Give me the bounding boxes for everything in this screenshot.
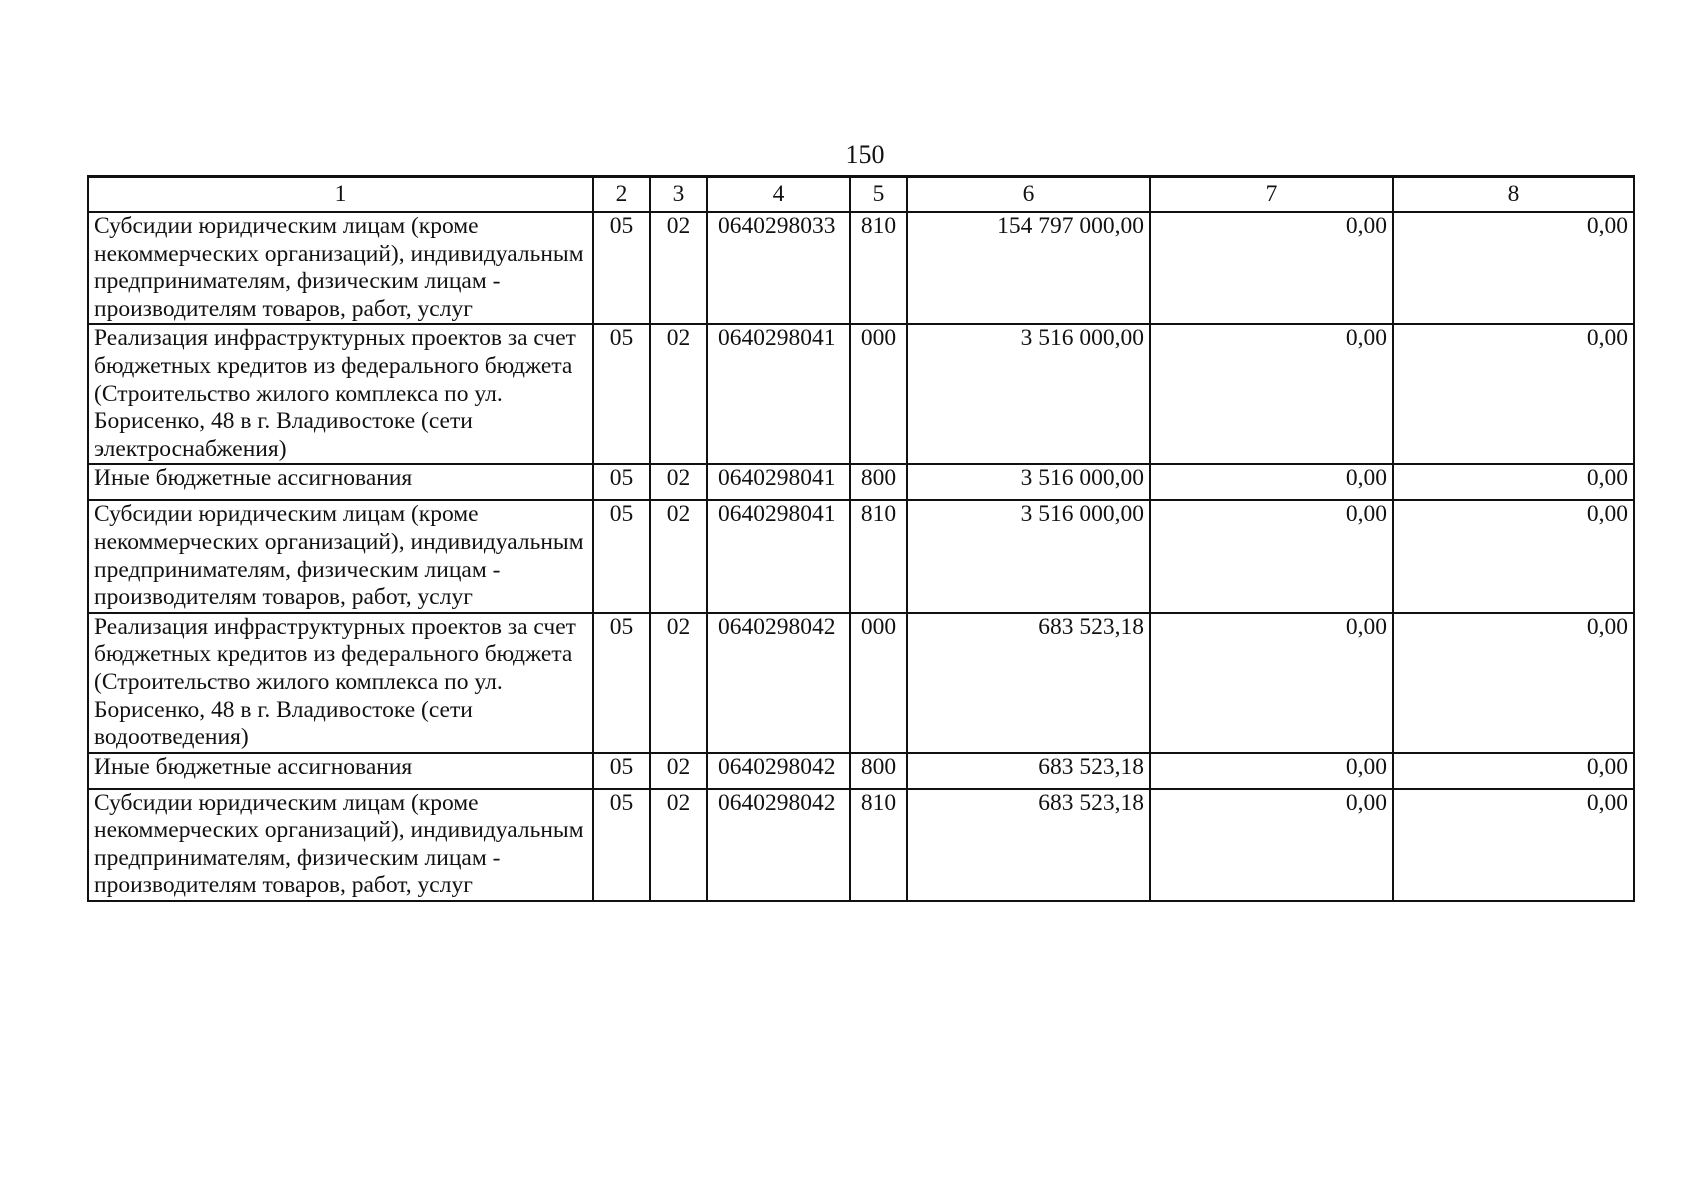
row-name: Иные бюджетные ассигнования — [88, 464, 593, 500]
row-section: 05 — [593, 464, 650, 500]
row-amount-6: 683 523,18 — [907, 613, 1150, 753]
row-target-article: 0640298041 — [707, 324, 850, 464]
row-target-article: 0640298041 — [707, 500, 850, 612]
row-name: Реализация инфраструктурных проектов за счет бюджетных кредитов из федерального бюджета (Строительство жилого комплекса по ул. Борисенко, 48 в г. Владивостоке (сети электроснабжения) — [88, 324, 593, 464]
header-col-6: 6 — [907, 177, 1150, 213]
row-target-article: 0640298042 — [707, 613, 850, 753]
row-subsection: 02 — [650, 753, 707, 789]
row-expense-type: 000 — [850, 613, 907, 753]
row-amount-7: 0,00 — [1150, 789, 1393, 901]
table-row — [88, 212, 1634, 324]
header-col-8: 8 — [1393, 177, 1634, 213]
row-amount-8: 0,00 — [1393, 500, 1634, 612]
row-amount-8: 0,00 — [1393, 464, 1634, 500]
row-subsection: 02 — [650, 789, 707, 901]
row-amount-7: 0,00 — [1150, 464, 1393, 500]
row-amount-8: 0,00 — [1393, 212, 1634, 324]
table-row — [88, 464, 1634, 500]
row-expense-type: 000 — [850, 324, 907, 464]
header-row — [88, 177, 1634, 213]
header-col-2: 2 — [593, 177, 650, 213]
row-name: Субсидии юридическим лицам (кроме некоммерческих организаций), индивидуальным предпринимателям, физическим лицам - производителям товаров, работ, услуг — [88, 789, 593, 901]
table-row — [88, 613, 1634, 753]
row-subsection: 02 — [650, 212, 707, 324]
row-subsection: 02 — [650, 464, 707, 500]
row-expense-type: 810 — [850, 789, 907, 901]
row-amount-7: 0,00 — [1150, 324, 1393, 464]
row-amount-8: 0,00 — [1393, 324, 1634, 464]
header-col-7: 7 — [1150, 177, 1393, 213]
row-amount-8: 0,00 — [1393, 753, 1634, 789]
row-amount-8: 0,00 — [1393, 613, 1634, 753]
table-row — [88, 789, 1634, 901]
row-target-article: 0640298041 — [707, 464, 850, 500]
row-amount-6: 3 516 000,00 — [907, 324, 1150, 464]
row-section: 05 — [593, 324, 650, 464]
row-amount-7: 0,00 — [1150, 613, 1393, 753]
row-subsection: 02 — [650, 613, 707, 753]
budget-table — [87, 175, 1635, 902]
row-expense-type: 810 — [850, 212, 907, 324]
row-amount-6: 3 516 000,00 — [907, 500, 1150, 612]
table-row — [88, 753, 1634, 789]
row-name: Иные бюджетные ассигнования — [88, 753, 593, 789]
row-expense-type: 800 — [850, 464, 907, 500]
header-col-1: 1 — [88, 177, 593, 213]
header-col-5: 5 — [850, 177, 907, 213]
row-name: Субсидии юридическим лицам (кроме некоммерческих организаций), индивидуальным предпринимателям, физическим лицам - производителям товаров, работ, услуг — [88, 500, 593, 612]
row-target-article: 0640298042 — [707, 753, 850, 789]
row-amount-8: 0,00 — [1393, 789, 1634, 901]
row-expense-type: 800 — [850, 753, 907, 789]
page-number: 150 — [845, 140, 885, 169]
row-subsection: 02 — [650, 324, 707, 464]
row-amount-6: 154 797 000,00 — [907, 212, 1150, 324]
row-amount-7: 0,00 — [1150, 500, 1393, 612]
row-section: 05 — [593, 789, 650, 901]
row-section: 05 — [593, 212, 650, 324]
header-col-4: 4 — [707, 177, 850, 213]
row-amount-7: 0,00 — [1150, 212, 1393, 324]
table-row — [88, 500, 1634, 612]
row-name: Реализация инфраструктурных проектов за счет бюджетных кредитов из федерального бюджета (Строительство жилого комплекса по ул. Борисенко, 48 в г. Владивостоке (сети водоотведения) — [88, 613, 593, 753]
row-section: 05 — [593, 753, 650, 789]
row-amount-7: 0,00 — [1150, 753, 1393, 789]
row-amount-6: 3 516 000,00 — [907, 464, 1150, 500]
row-subsection: 02 — [650, 500, 707, 612]
row-amount-6: 683 523,18 — [907, 789, 1150, 901]
header-col-3: 3 — [650, 177, 707, 213]
row-section: 05 — [593, 613, 650, 753]
row-target-article: 0640298033 — [707, 212, 850, 324]
row-expense-type: 810 — [850, 500, 907, 612]
row-name: Субсидии юридическим лицам (кроме некоммерческих организаций), индивидуальным предпринимателям, физическим лицам - производителям товаров, работ, услуг — [88, 212, 593, 324]
row-section: 05 — [593, 500, 650, 612]
row-amount-6: 683 523,18 — [907, 753, 1150, 789]
row-target-article: 0640298042 — [707, 789, 850, 901]
table-row — [88, 324, 1634, 464]
